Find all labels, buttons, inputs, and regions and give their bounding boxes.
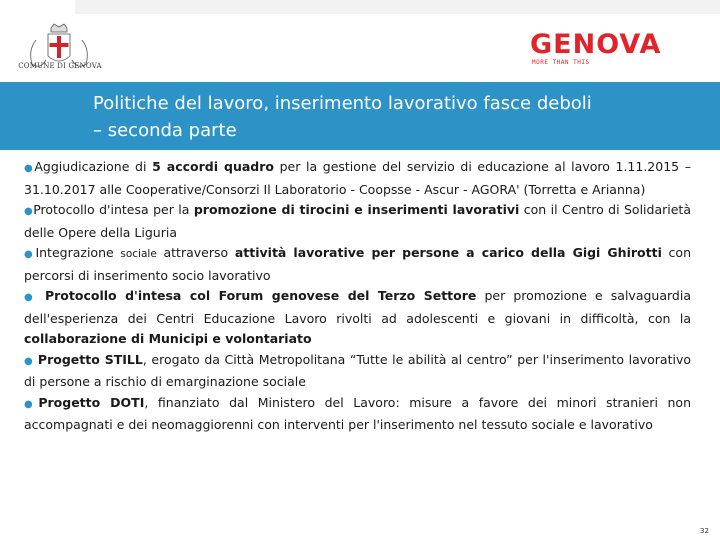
bullet-list xyxy=(24,157,691,436)
logo-tagline: MORE THAN THIS xyxy=(532,59,590,66)
bullet-item: ● Protocollo d'intesa col Forum genovese del Terzo Settore per promozione e salvaguardia dell'esperienza dei Centri Educazione Lavoro rivolti ad adolescenti e giovani in difficoltà, con la collaborazione di Municipi e volontariato xyxy=(24,288,691,346)
genova-logo xyxy=(530,30,702,70)
bullet-item: ● Progetto STILL, erogato da Città Metropolitana “Tutte le abilità al centro” per l'inserimento lavorativo di persone a rischio di emarginazione sociale xyxy=(24,351,691,389)
title-line-1: Politiche del lavoro, inserimento lavorativo fasce deboli xyxy=(93,93,592,114)
crest-caption: COMUNE DI GENOVA xyxy=(18,62,102,70)
bullet-dot-icon: ● xyxy=(24,355,34,367)
bullet-item: ●Protocollo d'intesa per la promozione di tirocini e inserimenti lavorativi con il Centro di Solidarietà delle Opere della Liguria xyxy=(24,202,691,240)
logo-word: GENOVA xyxy=(530,29,662,60)
bullet-item: ●Integrazione sociale attraverso attività lavorative per persone a carico della Gigi Ghirotti con percorsi di inserimento socio lavorativo xyxy=(24,245,691,283)
bullet-dot-icon: ● xyxy=(24,163,35,174)
bullet-item: ●Progetto DOTI, finanziato dal Ministero del Lavoro: misure a favore dei minori stranieri non accompagnati e dei neomaggiorenni con interventi per l'inserimento nel tessuto sociale e lavorativo xyxy=(24,394,691,432)
top-strip xyxy=(0,0,720,14)
title-line-2: – seconda parte xyxy=(93,120,237,141)
bullet-dot-icon: ● xyxy=(24,292,37,303)
bullet-dot-icon: ● xyxy=(24,398,39,410)
page-number: 32 xyxy=(700,527,709,535)
slide-title xyxy=(93,90,693,144)
bullet-item: ●Aggiudicazione di 5 accordi quadro per la gestione del servizio di educazione al lavoro 1.11.2015 – 31.10.2017 alle Cooperative/Consorzi Il Laboratorio - Coopsse - Ascur - AGORA' (Torretta e Arianna) xyxy=(24,159,691,197)
bullet-dot-icon: ● xyxy=(24,206,34,217)
top-strip-shade xyxy=(75,0,720,14)
bullet-dot-icon: ● xyxy=(24,249,36,260)
